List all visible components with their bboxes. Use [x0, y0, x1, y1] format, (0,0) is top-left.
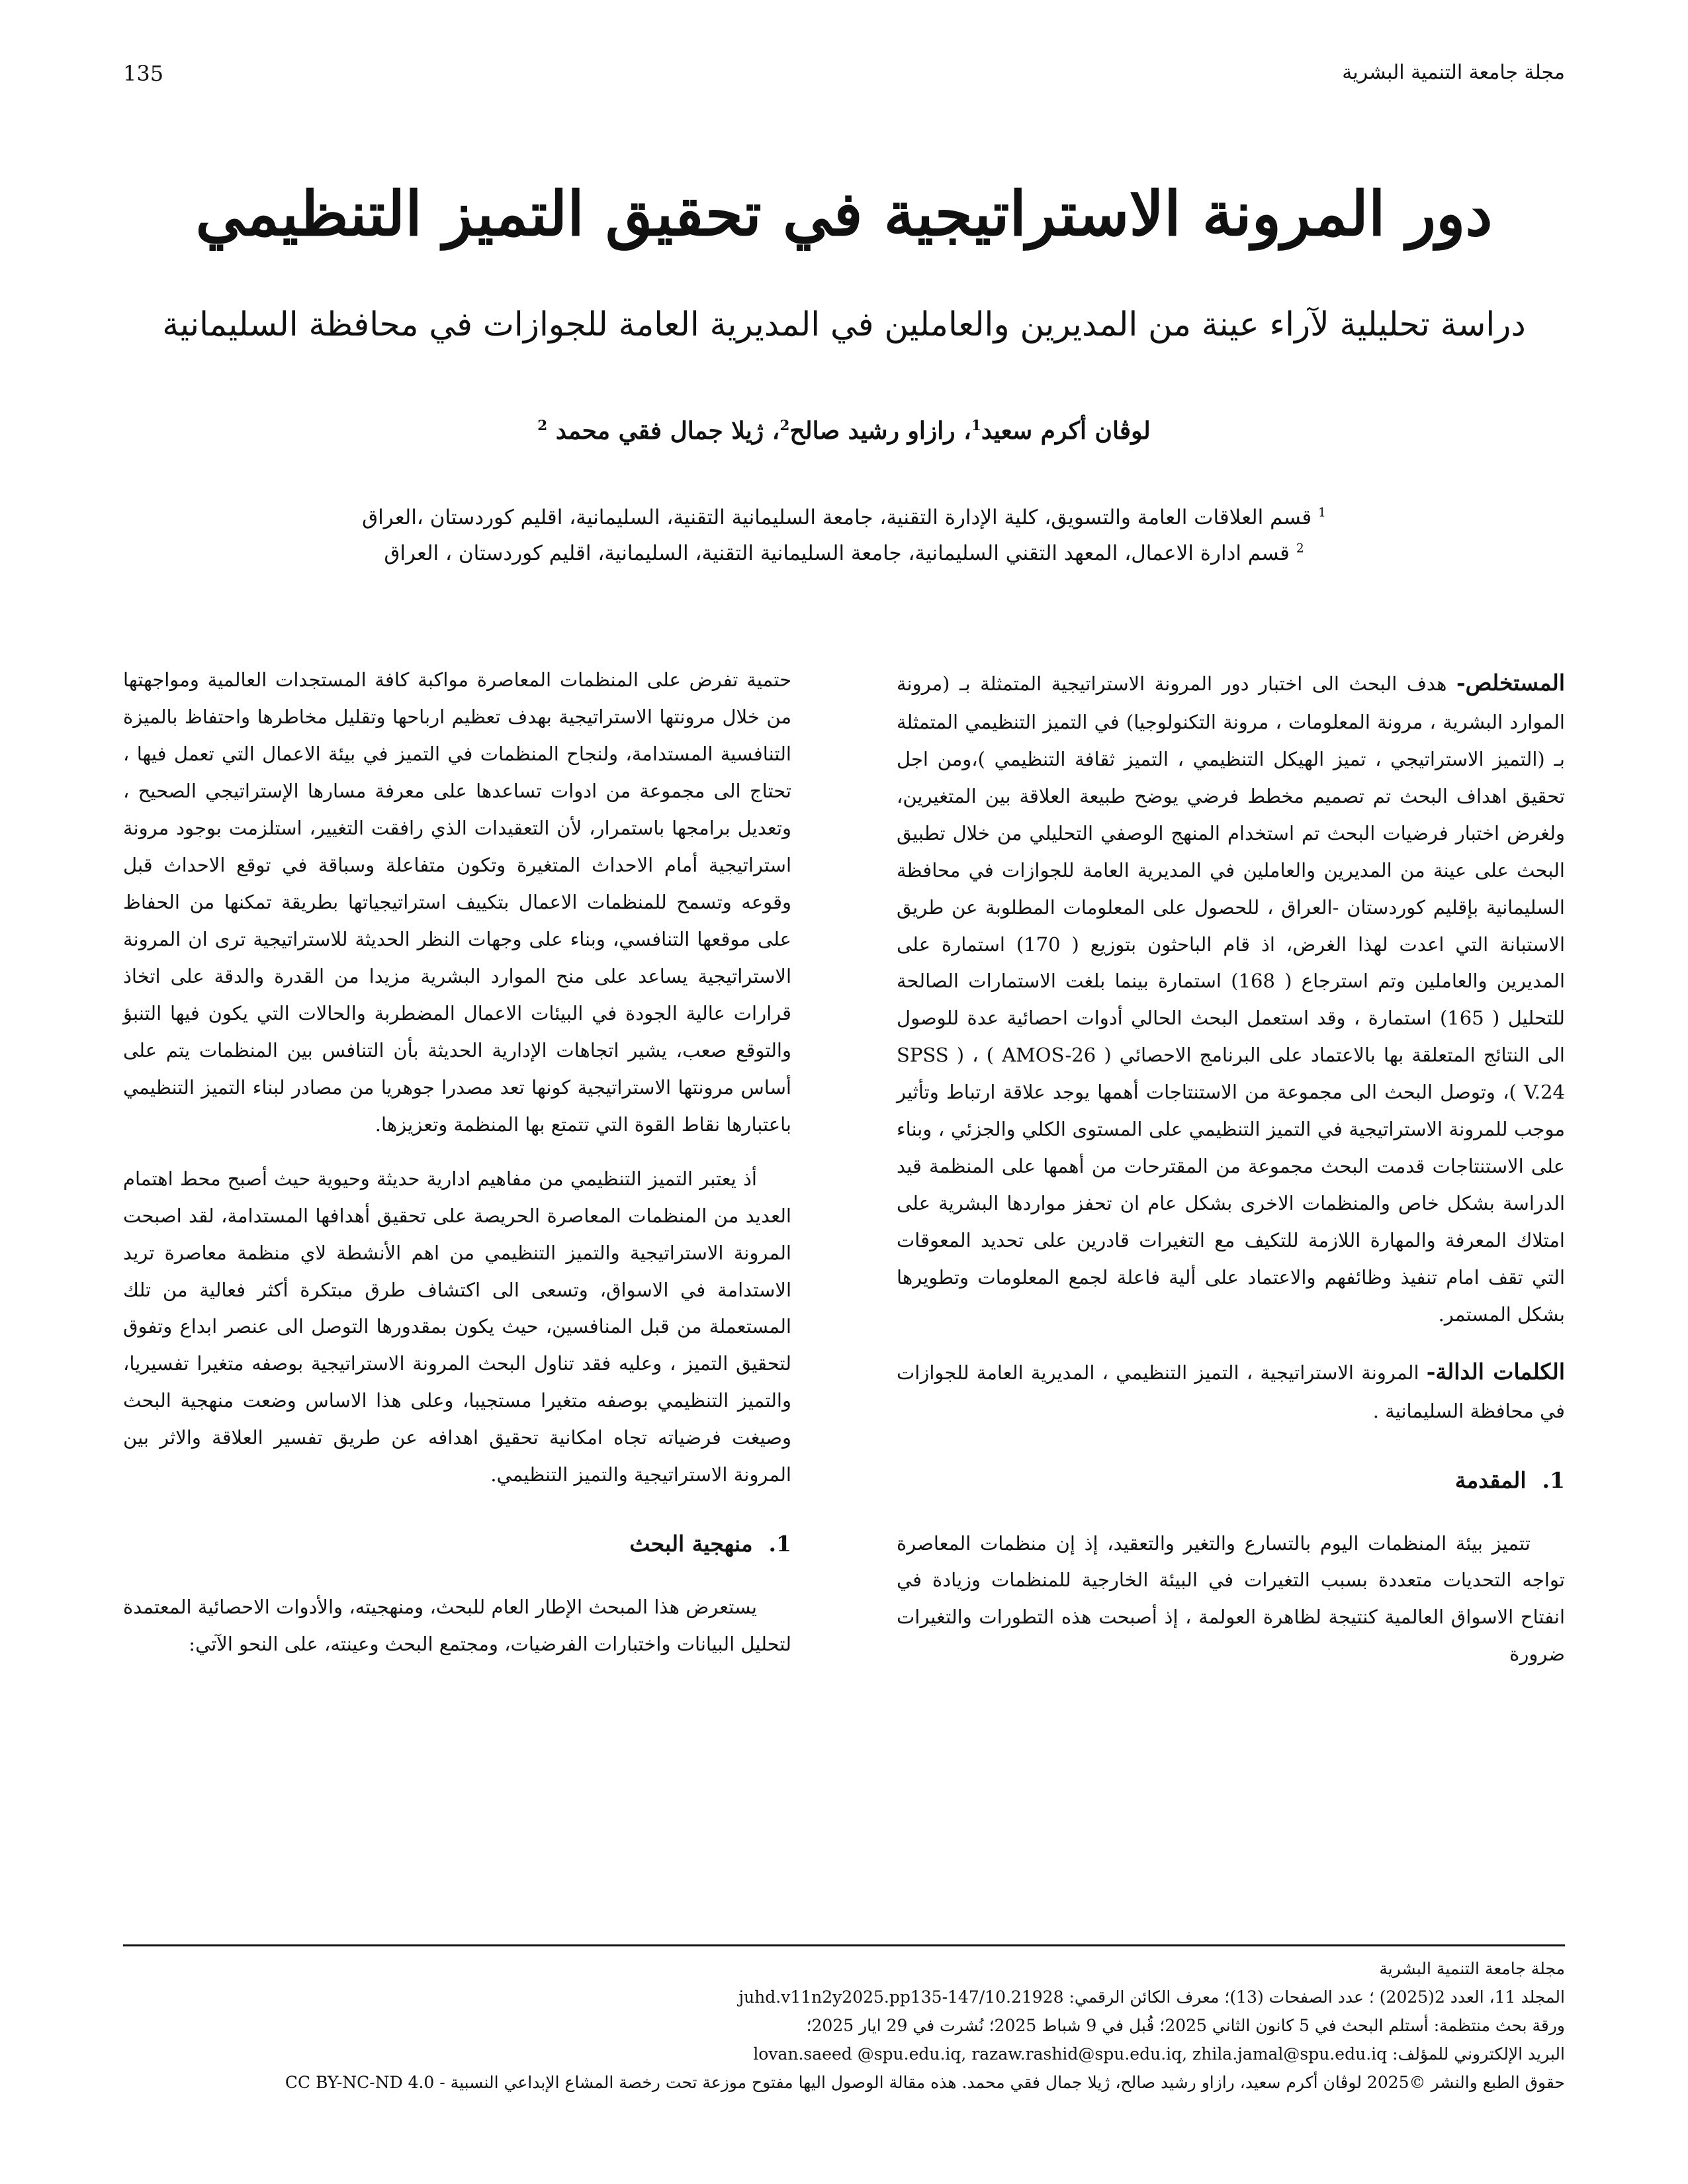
intro-paragraph: تتميز بيئة المنظمات اليوم بالتسارع والتغير والتعقيد، إذ إن منظمات المعاصرة تواجه التحديات متعددة بسبب التغيرات في البيئة الخارجية للمنظمات وزيادة في انفتاح الاسواق العالمية كنتيجة لظاهرة العولمة ، إذ أصبحت هذه التطورات والتغيرات ضرورة: [897, 1531, 1565, 1666]
section-heading-intro: [897, 1459, 1565, 1502]
author-affil-mark: 2: [537, 418, 548, 434]
author-name: رازاو رشيد صالح: [789, 417, 955, 445]
section-title: المقدمة: [1454, 1467, 1527, 1493]
body-paragraph: حتمية تفرض على المنظمات المعاصرة مواكبة كافة المستجدات العالمية ومواجهتها من خلال مرونتها الاستراتيجية بهدف تعظيم ارباحها وتقليل مخاطرها واحتفاظ بالميزة التنافسية المستدامة، ولنجاح المنظمات في التميز في بيئة الاعمال التي تعمل فيها ، تحتاج الى مجموعة من ادوات تساعدها على معرفة مسارها الإستراتيجي الصحيح ، وتعديل برامجها باستمرار، لأن التعقيدات الذي رافقت التغيير، استلزمت بوجود مرونة استراتيجية أمام الاحداث المتغيرة وتكون متفاعلة وسباقة في توقع الاحداث قبل وقوعه وتسمح للمنظمات الاعمال بتكييف استراتيجياتها بطريقة تمكنها من الحفاظ على موقعها التنافسي، وبناء على وجهات النظر الحديثة للاستراتيجية ترى ان المرونة الاستراتيجية يساعد على منح الموارد البشرية مزيدا من القدرة والدقة على اتخاذ قرارات عالية الجودة في البيئات الاعمال المضطربة والحالات التي يكون فيها التنبؤ والتوقع صعب، يشير اتجاهات الإدارية الحديثة بأن التنافس بين المنظمات يتم على أساس مرونتها الاستراتيجية كونها تعد مصدرا جوهريا من مصادر لبناء التميز التنظيمي باعتبارها نقاط القوة التي تتمتع بها المنظمة وتعزيزها.: [123, 668, 791, 1136]
footer-journal: مجلة جامعة التنمية البشرية: [1379, 1959, 1565, 1978]
affiliation-line: $^2$ قسم ادارة الاعمال، المعهد التقني السليمانية، جامعة السليمانية التقنية، السليمانية، اقليم كوردستان ، العراق: [384, 541, 1304, 566]
keywords: [897, 1351, 1565, 1430]
right-column: [897, 662, 1565, 1690]
paper-subtitle: دراسة تحليلية لآراء عينة من المديرين والعاملين في المديرية العامة للجوازات في محافظة السليمانية: [162, 305, 1526, 343]
page-header: [123, 61, 1565, 101]
journal-name: مجلة جامعة التنمية البشرية: [1342, 61, 1565, 84]
footer-emails: lovan.saeed @spu.edu.iq, razaw.rashid@spu.edu.iq, zhila.jamal@spu.edu.iq: [753, 2044, 1388, 2064]
footer-dates: ورقة بحث منتظمة: أستلم البحث في 5 كانون الثاني 2025؛ قُبل في 9 شباط 2025؛ نُشرت في 29 ايار 2025؛: [806, 2016, 1565, 2035]
section-heading-method: [123, 1523, 791, 1565]
affiliations: [123, 500, 1565, 572]
section-title: منهجية البحث: [629, 1531, 753, 1557]
page-number: 135: [123, 61, 164, 86]
footer-email-label: البريد الإلكتروني للمؤلف:: [1392, 2044, 1565, 2064]
page-footer: [123, 1944, 1565, 2097]
section-number: 1.: [768, 1531, 791, 1557]
paper-title: دور المرونة الاستراتيجية في تحقيق التميز التنظيمي: [195, 178, 1493, 250]
author-name: لوڤان أكرم سعيد: [981, 417, 1151, 445]
footer-email-line: [123, 2040, 1565, 2068]
author-list: لوڤان أكرم سعيد$^1$، رازاو رشيد صالح$^2$، ژيلا جمال فقي محمد $^2$: [537, 417, 1151, 445]
abstract: [897, 662, 1565, 1334]
abstract-text: هدف البحث الى اختبار دور المرونة الاستراتيجية المتمثلة بـ (مرونة الموارد البشرية ، مرونة المعلومات ، مرونة التكنولوجيا) في التميز التنظيمي المتمثلة بـ (التميز الاستراتيجي ، تميز الهيكل التنظيمي ، التميز ثقافة التنظيمي )،ومن اجل تحقيق اهداف البحث تم تصميم مخطط فرضي يوضح طبيعة العلاقة بين المتغيرين، ولغرض اختبار فرضيات البحث تم استخدام المنهج الوصفي التحليلي من خلال تطبيق البحث على عينة من المديرين والعاملين في المديرية العامة للجوازات في محافظة السليمانية بإقليم كوردستان -العراق ، للحصول على المعلومات المطلوبة عن طريق الاستبانة التي اعدت لهذا الغرض، اذ قام الباحثون بتوزيع ( 170) استمارة على المديرين والعاملين وتم استرجاع ( 168) استمارة بينما بلغت الاستمارات الصالحة للتحليل ( 165) استمارة ، وقد استعمل البحث الحالي أدوات احصائية عدة للوصول الى النتائج المتعلقة بها بالاعتماد على البرنامج الاحصائي ( AMOS-26 ) ، ( SPSS V.24 )، وتوصل البحث الى مجموعة من الاستنتاجات أهمها يوجد علاقة ارتباط وتأثير موجب للمرونة الاستراتيجية في التميز التنظيمي على المستوى الكلي والجزئي ، وبناء على الاستنتاجات قدمت البحث مجموعة من المقترحات من أهمها على المنظمة قيد الدراسة بشكل خاص والمنظمات الاخرى بشكل عام ان تحفز مواردها البشرية على امتلاك المعرفة والمهارة اللازمة للتكيف مع التغيرات قادرين على تحديد المعوقات التي تقف امام تنفيذ وظائفهم والاعتماد على ألية فاعلة لجمع المعلومات وتطويرها بشكل المستمر.: [897, 672, 1565, 1326]
affiliation-line: $^1$ قسم العلاقات العامة والتسويق، كلية الإدارة التقنية، جامعة السليمانية التقنية، السليمانية، اقليم كوردستان ،العراق: [362, 506, 1326, 529]
method-paragraph: يستعرض هذا المبحث الإطار العام للبحث، ومنهجيته، والأدوات الاحصائية المعتمدة لتحليل البيانات واختبارات الفرضيات، ومجتمع البحث وعينته، على النحو الآتي:: [123, 1596, 791, 1655]
abstract-label: المستخلص-: [1456, 670, 1566, 696]
author-name: ژيلا جمال فقي محمد: [555, 417, 764, 445]
footer-copyright: حقوق الطبع والنشر ©2025 لوڤان أكرم سعيد، رازاو رشيد صالح، ژيلا جمال فقي محمد. هذه مقالة الوصول اليها مفتوح موزعة تحت رخصة المشاع الإبداعي النسبية - CC BY-NC-ND 4.0: [285, 2073, 1565, 2092]
author-affil-mark: 2: [779, 418, 790, 434]
section-number: 1.: [1542, 1467, 1565, 1493]
keywords-label: الكلمات الدالة-: [1426, 1359, 1565, 1385]
body-paragraph: أذ يعتبر التميز التنظيمي من مفاهيم ادارية حديثة وحيوية حيث أصبح محط اهتمام العديد من المنظمات المعاصرة الحريصة على تحقيق أهدافها المستدامة، لقد اصبحت المرونة الاستراتيجية والتميز التنظيمي من اهم الأنشطة لاي منظمة معاصرة تريد الاستدامة في الاسواق، وتسعى الى اكتشاف طرق مبتكرة أكثر فعالية من تلك المستعملة من قبل المنافسين، حيث يكون بمقدورها التوصل الى عنصر ابداع وتفوق لتحقيق التميز ، وعليه فقد تناول البحث المرونة الاستراتيجية بوصفه متغيرا تفسيريا، والتميز التنظيمي بوصفه متغيرا مستجيبا، وعلى هذا الاساس وضعت منهجية البحث وصيغت فرضياته تجاه امكانية تحقيق اهدافه عن طريق تفسير العلاقة والاثر بين المرونة الاستراتيجية والتميز التنظيمي.: [123, 1167, 791, 1486]
footer-volume: المجلد 11، العدد 2(2025) ؛ عدد الصفحات (13)؛ معرف الكائن الرقمي: 10.21928/juhd.v11n2y2025.pp135-147: [738, 1987, 1565, 2007]
keywords-text: المرونة الاستراتيجية ، التميز التنظيمي ، المديرية العامة للجوازات في محافظة السليمانية .: [897, 1361, 1565, 1422]
author-affil-mark: 1: [971, 418, 981, 434]
left-column: [123, 662, 791, 1680]
